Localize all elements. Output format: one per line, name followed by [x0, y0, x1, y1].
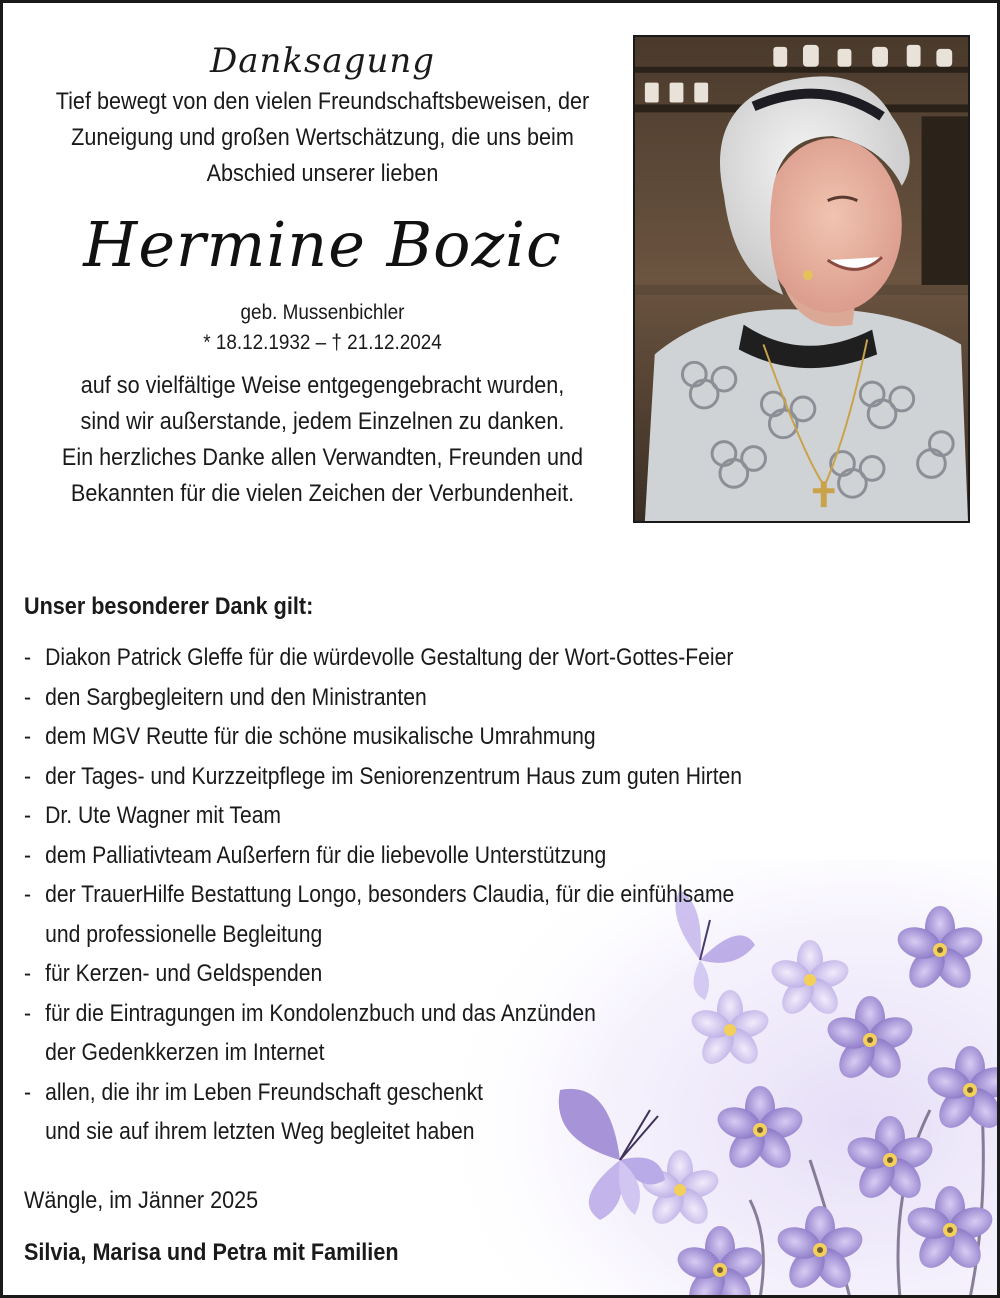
life-dates: * 18.12.1932 – † 21.12.2024: [203, 331, 442, 354]
closing-line: Bekannten für die vielen Zeichen der Verbundenheit.: [70, 480, 575, 507]
thanks-item-line: für die Eintragungen im Kondolenzbuch und das Anzünden: [45, 999, 596, 1027]
thanks-list: [24, 638, 781, 1152]
bullet-dash: -: [24, 881, 32, 908]
bullet-dash: -: [24, 723, 32, 750]
thanks-item-line: der Gedenkkerzen im Internet: [45, 1039, 325, 1066]
thanks-item: [24, 836, 781, 876]
bullet-dash: -: [24, 841, 32, 869]
thanks-item-line: den Sargbegleitern und den Ministranten: [45, 683, 427, 711]
intro-line: Abschied unserer lieben: [206, 160, 439, 187]
bullet-dash: -: [24, 762, 32, 790]
bullet-dash: -: [24, 999, 32, 1027]
thanks-title: Unser besonderer Dank gilt:: [24, 593, 314, 620]
thanks-item: [24, 678, 781, 718]
intro-line: Tief bewegt von den vielen Freundschaftsbeweisen, der: [55, 88, 590, 115]
thanks-item-line: und professionelle Begleitung: [45, 920, 323, 948]
thanks-item-line: der Tages- und Kurzzeitpflege im Seniorenzentrum Haus zum guten Hirten: [45, 762, 743, 790]
thanks-item: [24, 757, 781, 797]
bullet-dash: -: [24, 644, 32, 671]
thanks-item: [24, 954, 781, 994]
thanks-item-line: Dr. Ute Wagner mit Team: [45, 802, 282, 829]
thanks-item-line: dem MGV Reutte für die schöne musikalische Umrahmung: [45, 723, 596, 750]
thanks-item-line: und sie auf ihrem letzten Weg begleitet haben: [45, 1118, 475, 1145]
portrait-photo: [633, 35, 970, 523]
deceased-name: Hermine Bozic: [83, 208, 562, 281]
signature: Silvia, Marisa und Petra mit Familien: [24, 1239, 399, 1266]
thanks-item-line: dem Palliativteam Außerfern für die liebevolle Unterstützung: [45, 841, 607, 869]
closing-line: Ein herzliches Danke allen Verwandten, Freunden und: [61, 444, 584, 471]
heading: Danksagung: [209, 41, 436, 81]
closing-text: [50, 368, 595, 512]
thanks-item: [24, 638, 781, 678]
thanks-item-line: Diakon Patrick Gleffe für die würdevolle Gestaltung der Wort-Gottes-Feier: [45, 644, 734, 671]
thanks-item: [24, 994, 781, 1073]
thanks-item: [24, 1073, 781, 1152]
announcement-header: [20, 40, 625, 512]
closing-line: sind wir außerstande, jedem Einzelnen zu danken.: [80, 408, 565, 435]
closing-line: auf so vielfältige Weise entgegengebracht wurden,: [80, 372, 565, 399]
thanks-item: [24, 875, 781, 954]
thanks-item-line: allen, die ihr im Leben Freundschaft geschenkt: [45, 1078, 484, 1106]
bullet-dash: -: [24, 960, 32, 987]
thanks-item-line: für Kerzen- und Geldspenden: [45, 960, 323, 987]
thanks-item: [24, 796, 781, 836]
bullet-dash: -: [24, 1078, 32, 1106]
thanks-item-line: der TrauerHilfe Bestattung Longo, besonders Claudia, für die einfühlsame: [45, 881, 735, 908]
birth-name: geb. Mussenbichler: [240, 301, 405, 324]
thanks-item: [24, 717, 781, 757]
intro-text: [50, 84, 595, 192]
portrait-illustration: [635, 37, 968, 521]
intro-line: Zuneigung und großen Wertschätzung, die uns beim: [71, 124, 574, 151]
bullet-dash: -: [24, 802, 32, 829]
place-date: Wängle, im Jänner 2025: [24, 1187, 259, 1214]
bullet-dash: -: [24, 683, 32, 711]
